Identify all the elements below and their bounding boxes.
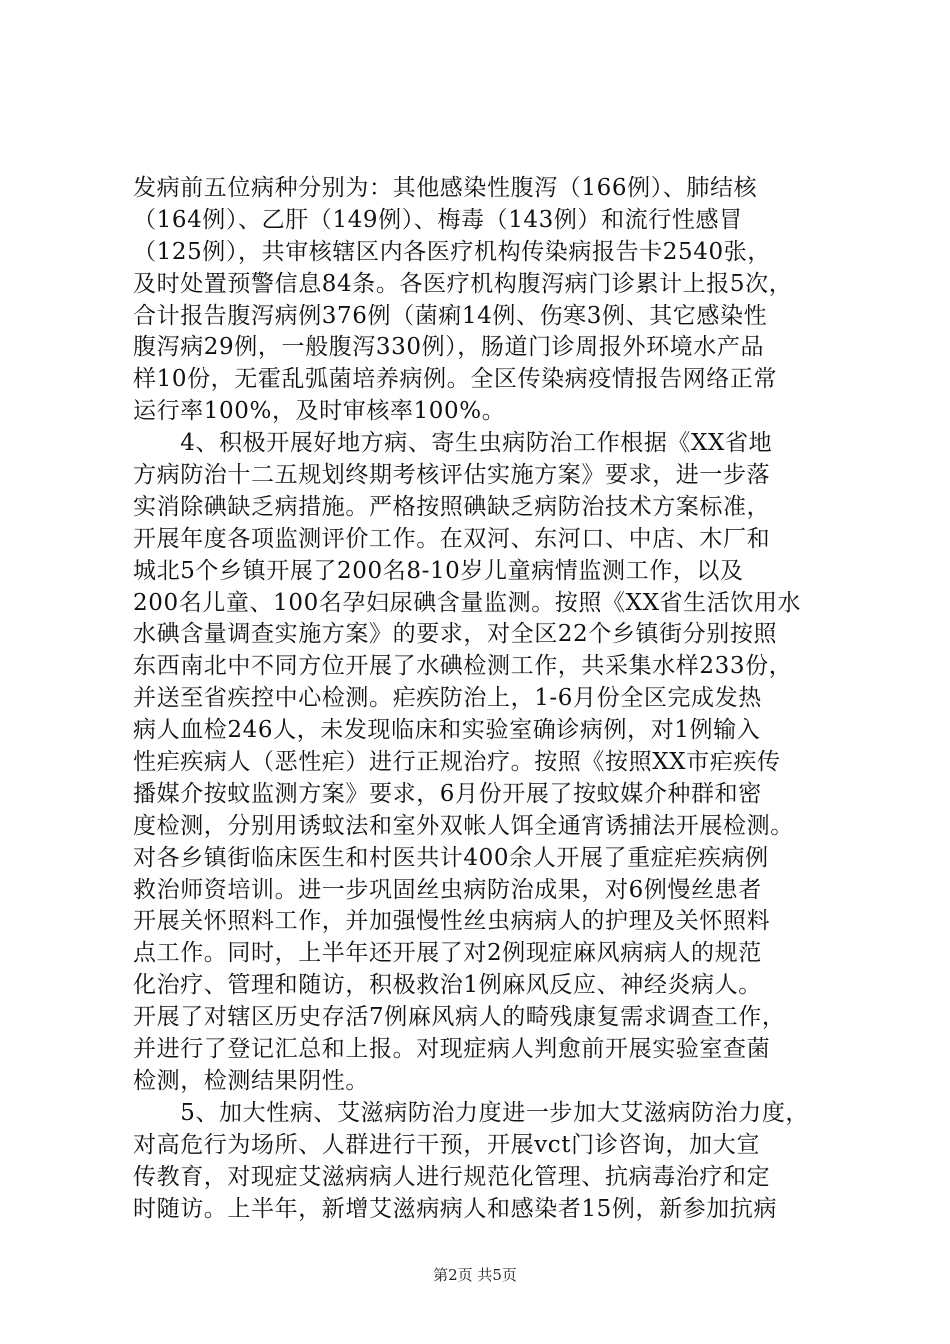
text-line: 播媒介按蚊监测方案》要求，6月份开展了按蚊媒介种群和密 [133, 780, 762, 807]
text-line: 点工作。同时，上半年还开展了对2例现症麻风病病人的规范 [133, 940, 762, 967]
text-line: 东西南北中不同方位开展了水碘检测工作，共采集水样233份， [133, 653, 793, 680]
text-line: 5、加大性病、艾滋病防治力度进一步加大艾滋病防治力度， [133, 1099, 810, 1126]
text-line: 城北5个乡镇开展了200名8-10岁儿童病情监测工作，以及 [133, 557, 744, 584]
text-line: 开展年度各项监测评价工作。在双河、东河口、中店、木厂和 [133, 525, 771, 552]
text-line: （125例），共审核辖区内各医疗机构传染病报告卡2540张， [133, 238, 771, 265]
text-line: 实消除碘缺乏病措施。严格按照碘缺乏病防治技术方案标准， [133, 493, 771, 520]
text-line: 度检测，分别用诱蚊法和室外双帐人饵全通宵诱捕法开展检测。 [133, 812, 794, 839]
body-text [133, 173, 843, 1225]
text-line: 开展了对辖区历史存活7例麻风病人的畸残康复需求调查工作， [133, 1004, 786, 1031]
text-line: 性疟疾病人（恶性疟）进行正规治疗。按照《按照XX市疟疾传 [133, 749, 781, 776]
text-line: 救治师资培训。进一步巩固丝虫病防治成果，对6例慢丝患者 [133, 876, 762, 903]
text-line: 样10份，无霍乱弧菌培养病例。全区传染病疫情报告网络正常 [133, 366, 778, 393]
text-line: （164例）、乙肝（149例）、梅毒（143例）和流行性感冒 [133, 206, 743, 233]
text-line: 运行率100%，及时审核率100%。 [133, 398, 506, 425]
text-line: 传教育，对现症艾滋病病人进行规范化管理、抗病毒治疗和定 [133, 1163, 771, 1190]
text-line: 合计报告腹泻病例376例（菌痢14例、伤寒3例、其它感染性 [133, 302, 768, 329]
text-line: 时随访。上半年，新增艾滋病病人和感染者15例，新参加抗病 [133, 1195, 778, 1222]
page-footer: 第2页 共5页 [433, 1266, 517, 1284]
text-line: 腹泻病29例，一般腹泻330例），肠道门诊周报外环境水产品 [133, 334, 765, 361]
text-line: 方病防治十二五规划终期考核评估实施方案》要求，进一步落 [133, 462, 771, 489]
text-line: 检测，检测结果阴性。 [133, 1067, 369, 1094]
text-line: 及时处置预警信息84条。各医疗机构腹泻病门诊累计上报5次， [133, 270, 793, 297]
text-line: 水碘含量调查实施方案》的要求，对全区22个乡镇街分别按照 [133, 621, 778, 648]
text-line: 开展关怀照料工作，并加强慢性丝虫病病人的护理及关怀照料 [133, 908, 771, 935]
text-line: 发病前五位病种分别为：其他感染性腹泻（166例）、肺结核 [133, 175, 758, 201]
text-line: 并送至省疾控中心检测。疟疾防治上，1-6月份全区完成发热 [133, 685, 762, 712]
text-line: 4、积极开展好地方病、寄生虫病防治工作根据《XX省地 [133, 430, 773, 457]
text-line: 并进行了登记汇总和上报。对现症病人判愈前开展实验室查菌 [133, 1036, 771, 1063]
text-line: 化治疗、管理和随访，积极救治1例麻风反应、神经炎病人。 [133, 972, 762, 999]
text-line: 对高危行为场所、人群进行干预，开展vct门诊咨询，加大宣 [133, 1131, 760, 1158]
text-line: 病人血检246人，未发现临床和实验室确诊病例，对1例输入 [133, 717, 761, 744]
text-line: 对各乡镇街临床医生和村医共计400余人开展了重症疟疾病例 [133, 844, 769, 871]
text-line: 200名儿童、100名孕妇尿碘含量监测。按照《XX省生活饮用水 [133, 589, 802, 616]
